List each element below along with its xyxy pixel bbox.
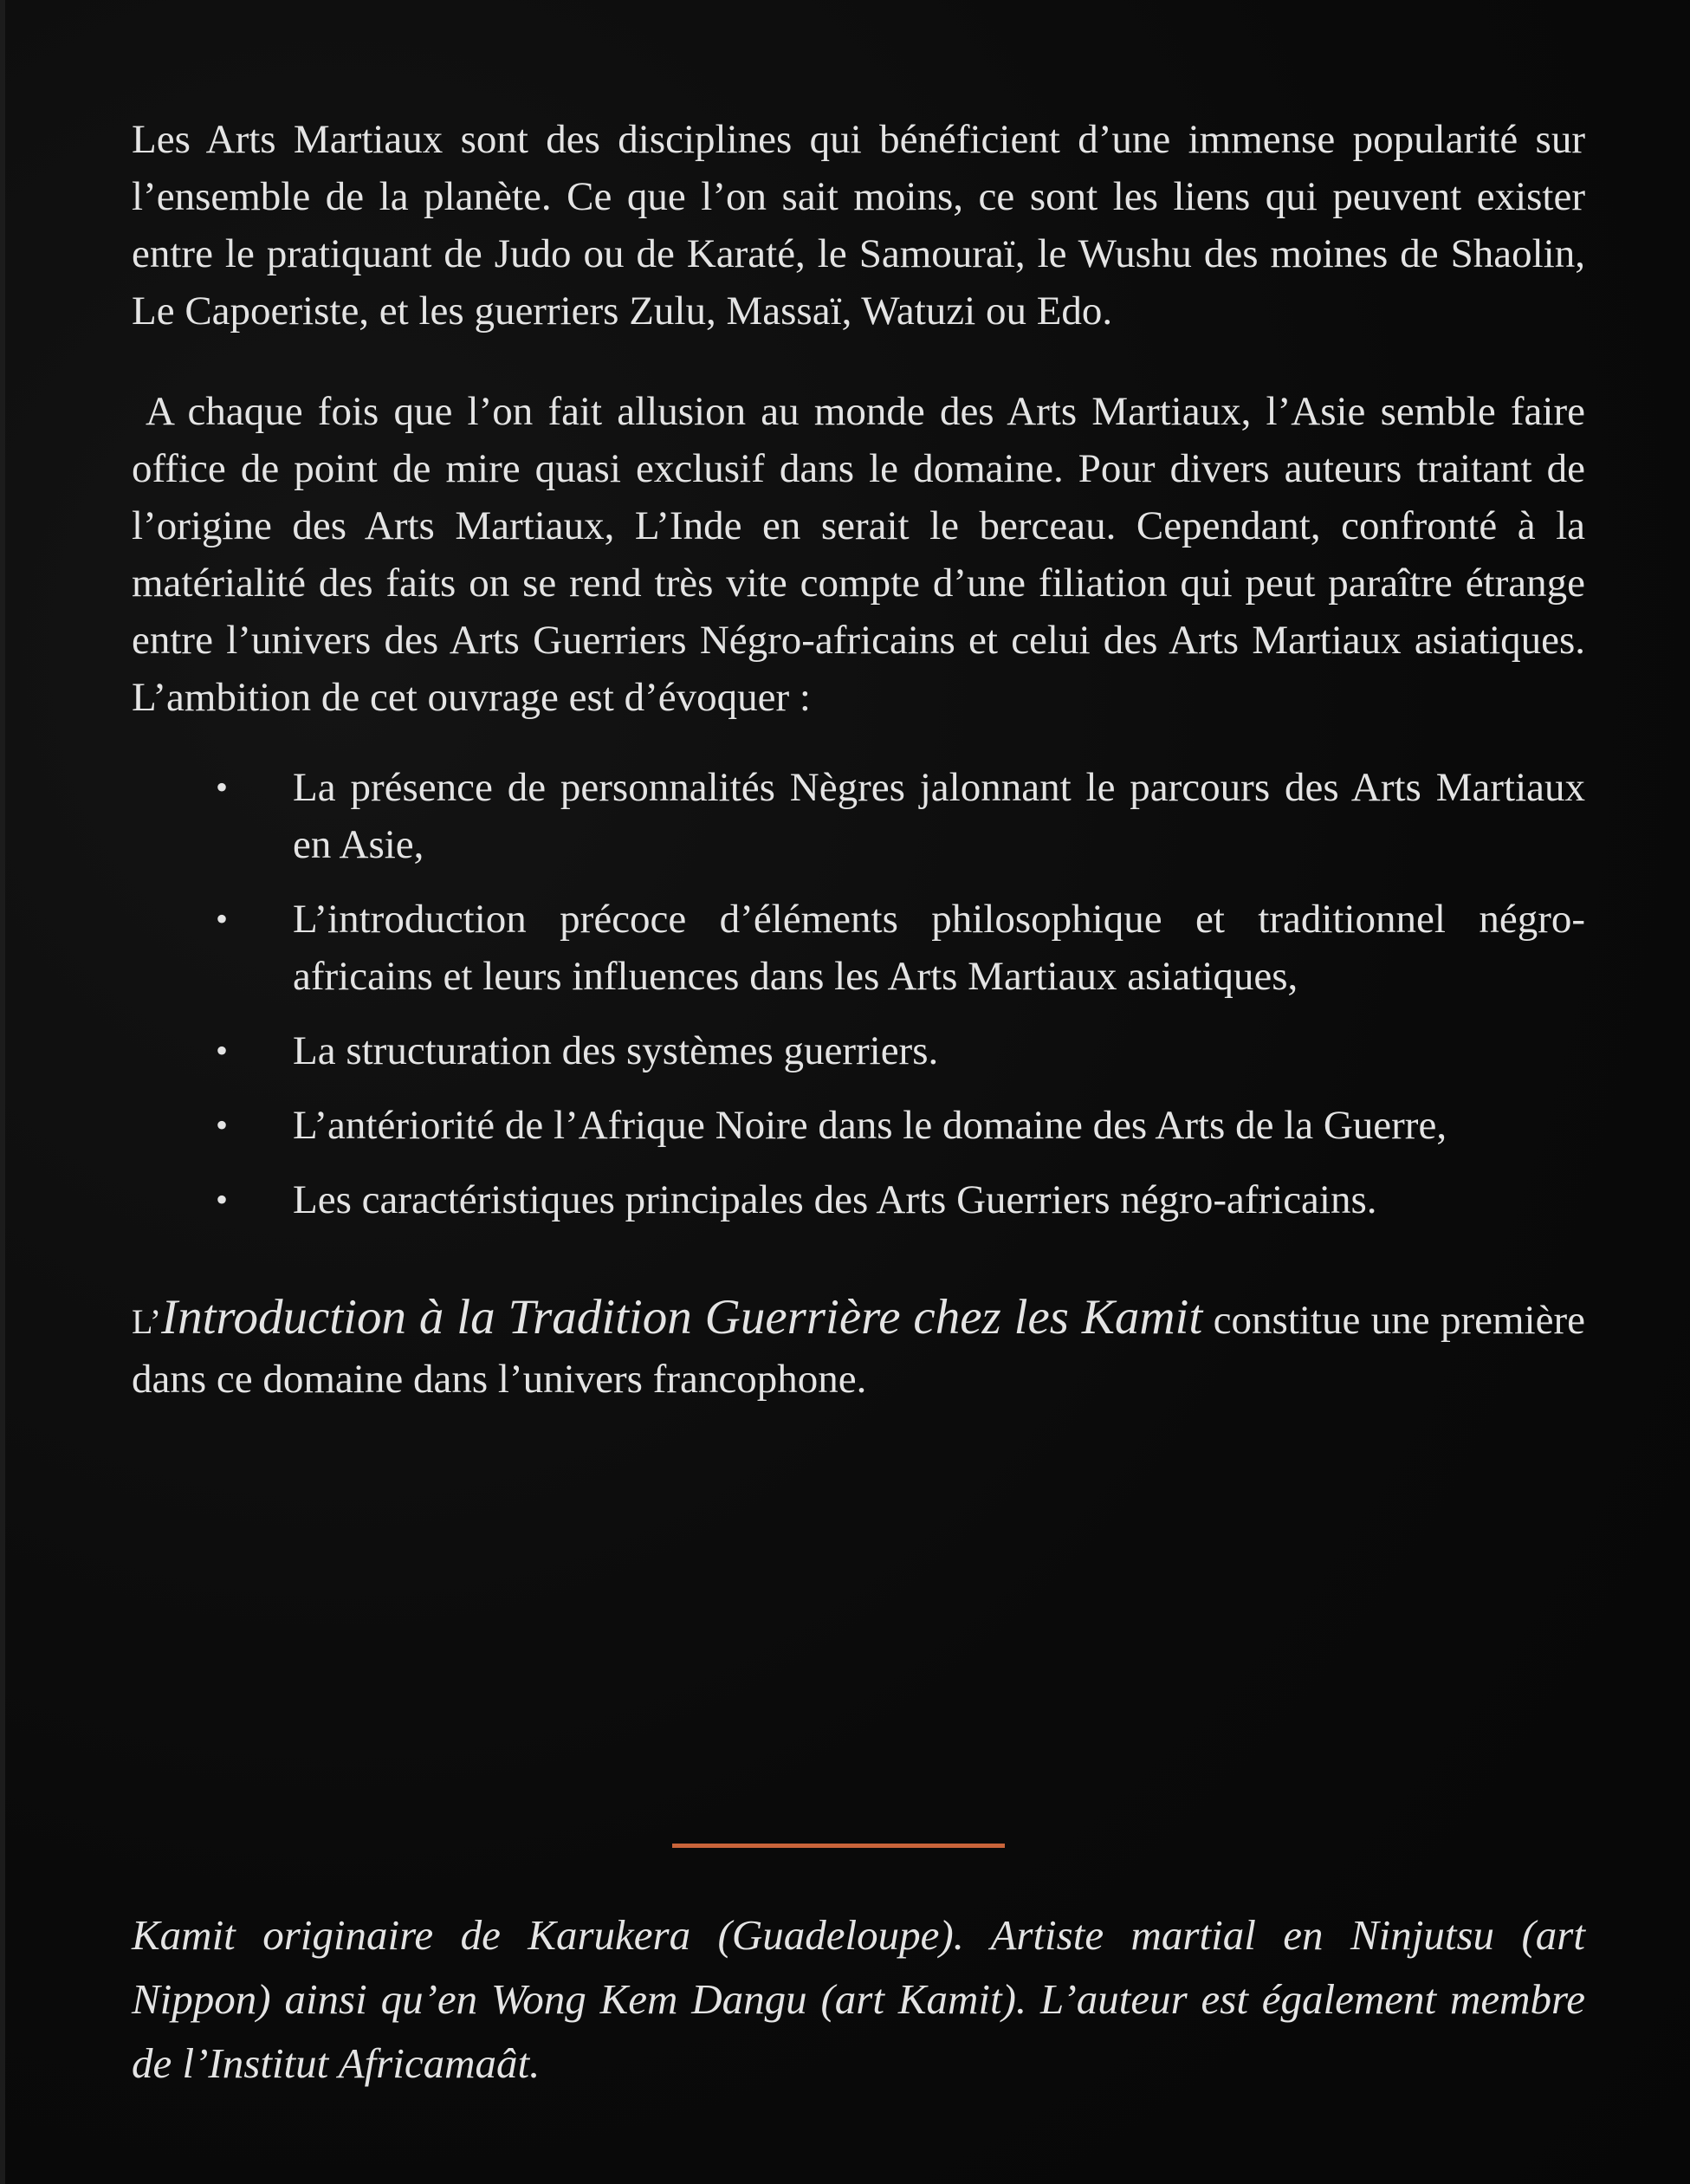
- list-item-text: L’antériorité de l’Afrique Noire dans le domaine des Arts de la Guerre,: [293, 1103, 1447, 1148]
- list-item: [216, 1097, 1585, 1154]
- section-divider: [672, 1844, 1005, 1848]
- book-title: Introduction à la Tradition Guerrière chez les Kamit: [161, 1290, 1203, 1345]
- bullet-icon: •: [216, 899, 229, 938]
- list-item-text: La présence de personnalités Nègres jalonnant le parcours des Arts Martiaux en Asie,: [293, 765, 1585, 867]
- bullet-icon: •: [216, 1031, 229, 1070]
- list-item: [216, 891, 1585, 1005]
- list-item-text: La structuration des systèmes guerriers.: [293, 1028, 939, 1073]
- list-item: [216, 759, 1585, 873]
- list-item: [216, 1022, 1585, 1079]
- cover-edge: [0, 0, 5, 2184]
- list-item: [216, 1171, 1585, 1228]
- ambition-paragraph: A chaque fois que l’on fait allusion au monde des Arts Martiaux, l’Asie semble faire office de point de mire quasi exclusif dans le domaine. Pour divers auteurs traitant de l’origine des Arts Martiaux, L’Inde en serait le berceau. Cependant, confronté à la matérialité des faits on se rend très vite compte d’une filiation qui peut paraître étrange entre l’univers des Arts Guerriers Négro-africains et celui des Arts Martiaux asiatiques. L’ambition de cet ouvrage est d’évoquer :: [132, 389, 1585, 720]
- bullet-icon: •: [216, 768, 229, 807]
- topics-list: [132, 759, 1585, 1228]
- bullet-icon: •: [216, 1105, 229, 1144]
- closing-text: constitue une première dans ce domaine dans l’univers francophone.: [132, 1298, 1585, 1402]
- list-item-text: Les caractéristiques principales des Arts Guerriers négro-africains.: [293, 1177, 1377, 1222]
- author-bio: Kamit originaire de Karukera (Guadeloupe). Artiste martial en Ninjutsu (art Nippon) ainsi qu’en Wong Kem Dangu (art Kamit). L’auteur est également membre de l’Institut Africamaât.: [132, 1911, 1585, 2087]
- bullet-icon: •: [216, 1180, 229, 1219]
- description-block: [132, 111, 1585, 1448]
- closing-prefix: L’: [132, 1302, 162, 1341]
- closing-statement: [132, 1289, 1585, 1408]
- list-item-text: L’introduction précoce d’éléments philosophique et traditionnel négro-africains et leurs influences dans les Arts Martiaux asiatiques,: [293, 897, 1585, 999]
- intro-paragraph: Les Arts Martiaux sont des disciplines qui bénéficient d’une immense popularité sur l’ensemble de la planète. Ce que l’on sait moins, ce sont les liens qui peuvent exister entre le pratiquant de Judo ou de Karaté, le Samouraï, le Wushu des moines de Shaolin, Le Capoeriste, et les guerriers Zulu, Massaï, Watuzi ou Edo.: [132, 117, 1585, 334]
